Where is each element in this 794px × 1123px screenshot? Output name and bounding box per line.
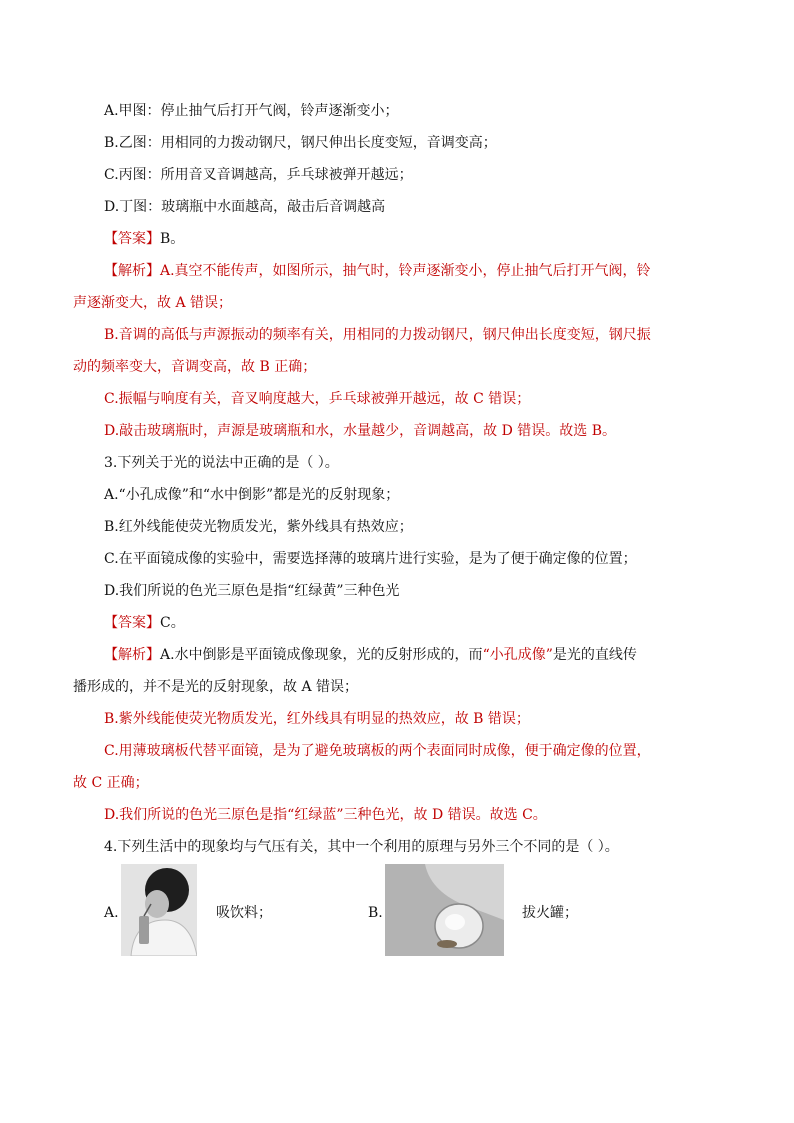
- q2-analysis-b-line2: 动的频率变大，音调变高，故 B 正确；: [73, 359, 317, 375]
- q3-option-c: C.在平面镜成像的实验中，需要选择薄的玻璃片进行实验，是为了便于确定像的位置；: [104, 551, 637, 567]
- drinking-straw-photo: [121, 864, 197, 956]
- q4-option-b-text: 拔火罐；: [522, 905, 578, 921]
- q3-analysis-b: B.紫外线能使荧光物质发光，红外线具有明显的热效应，故 B 错误；: [104, 711, 530, 727]
- q4-stem: 4.下列生活中的现象均与气压有关，其中一个利用的原理与另外三个不同的是（ ）。: [104, 839, 619, 855]
- person-drinking-illustration: [121, 864, 197, 956]
- answer-value: C。: [160, 615, 185, 631]
- q2-option-d: D.丁图：玻璃瓶中水面越高，敲击后音调越高: [104, 199, 386, 215]
- answer-tag: 【答案】: [104, 231, 160, 247]
- cupping-jar-photo: [385, 864, 504, 956]
- analysis-highlight: “小孔成像”: [482, 647, 553, 663]
- q3-analysis-c-line2: 故 C 正确；: [73, 775, 149, 791]
- analysis-tag: 【解析】: [104, 263, 160, 279]
- q3-option-a: A.“小孔成像”和“水中倒影”都是光的反射现象；: [104, 487, 400, 503]
- q3-answer: [104, 614, 185, 632]
- q3-analysis-a-line2: 播形成的，并不是光的反射现象，故 A 错误；: [73, 679, 359, 695]
- analysis-tag: 【解析】: [104, 647, 160, 663]
- q3-option-d: D.我们所说的色光三原色是指“红绿黄”三种色光: [104, 583, 400, 599]
- q2-analysis-a-line1: [104, 262, 651, 280]
- analysis-text: 是光的直线传: [552, 647, 637, 663]
- q2-analysis-b-line1: B.音调的高低与声源振动的频率有关，用相同的力拨动钢尺，钢尺伸出长度变短，钢尺振: [104, 327, 651, 343]
- q2-answer: [104, 230, 184, 248]
- q2-analysis-c: C.振幅与响度有关，音叉响度越大，乒乓球被弹开越远，故 C 错误；: [104, 391, 531, 407]
- q3-analysis-a-line1: [104, 646, 637, 664]
- q2-option-b: B.乙图：用相同的力拨动钢尺，钢尺伸出长度变短，音调变高；: [104, 135, 497, 151]
- q3-analysis-c-line1: C.用薄玻璃板代替平面镜，是为了避免玻璃板的两个表面同时成像，便于确定像的位置，: [104, 743, 651, 759]
- q2-analysis-a-line2: 声逐渐变大，故 A 错误；: [73, 295, 233, 311]
- q3-option-b: B.红外线能使荧光物质发光，紫外线具有热效应；: [104, 519, 413, 535]
- q4-option-b-label: B.: [368, 905, 383, 921]
- answer-tag: 【答案】: [104, 615, 160, 631]
- q2-analysis-d: D.敲击玻璃瓶时，声源是玻璃瓶和水，水量越少，音调越高，故 D 错误。故选 B。: [104, 423, 617, 439]
- q3-stem: 3.下列关于光的说法中正确的是（ ）。: [104, 455, 339, 471]
- q4-option-a-label: A.: [104, 905, 119, 921]
- answer-value: B。: [160, 231, 185, 247]
- q2-option-c: C.丙图：所用音叉音调越高，乒乓球被弹开越远；: [104, 167, 413, 183]
- cupping-illustration: [385, 864, 504, 956]
- q4-option-a-text: 吸饮料；: [216, 905, 272, 921]
- analysis-text: A.真空不能传声，如图所示，抽气时，铃声逐渐变小，停止抽气后打开气阀，铃: [160, 263, 651, 279]
- q2-option-a: A.甲图：停止抽气后打开气阀，铃声逐渐变小；: [104, 103, 399, 119]
- analysis-text: A.水中倒影是平面镜成像现象，光的反射形成的，而: [160, 647, 483, 663]
- q3-analysis-d: D.我们所说的色光三原色是指“红绿蓝”三种色光，故 D 错误。故选 C。: [104, 807, 547, 823]
